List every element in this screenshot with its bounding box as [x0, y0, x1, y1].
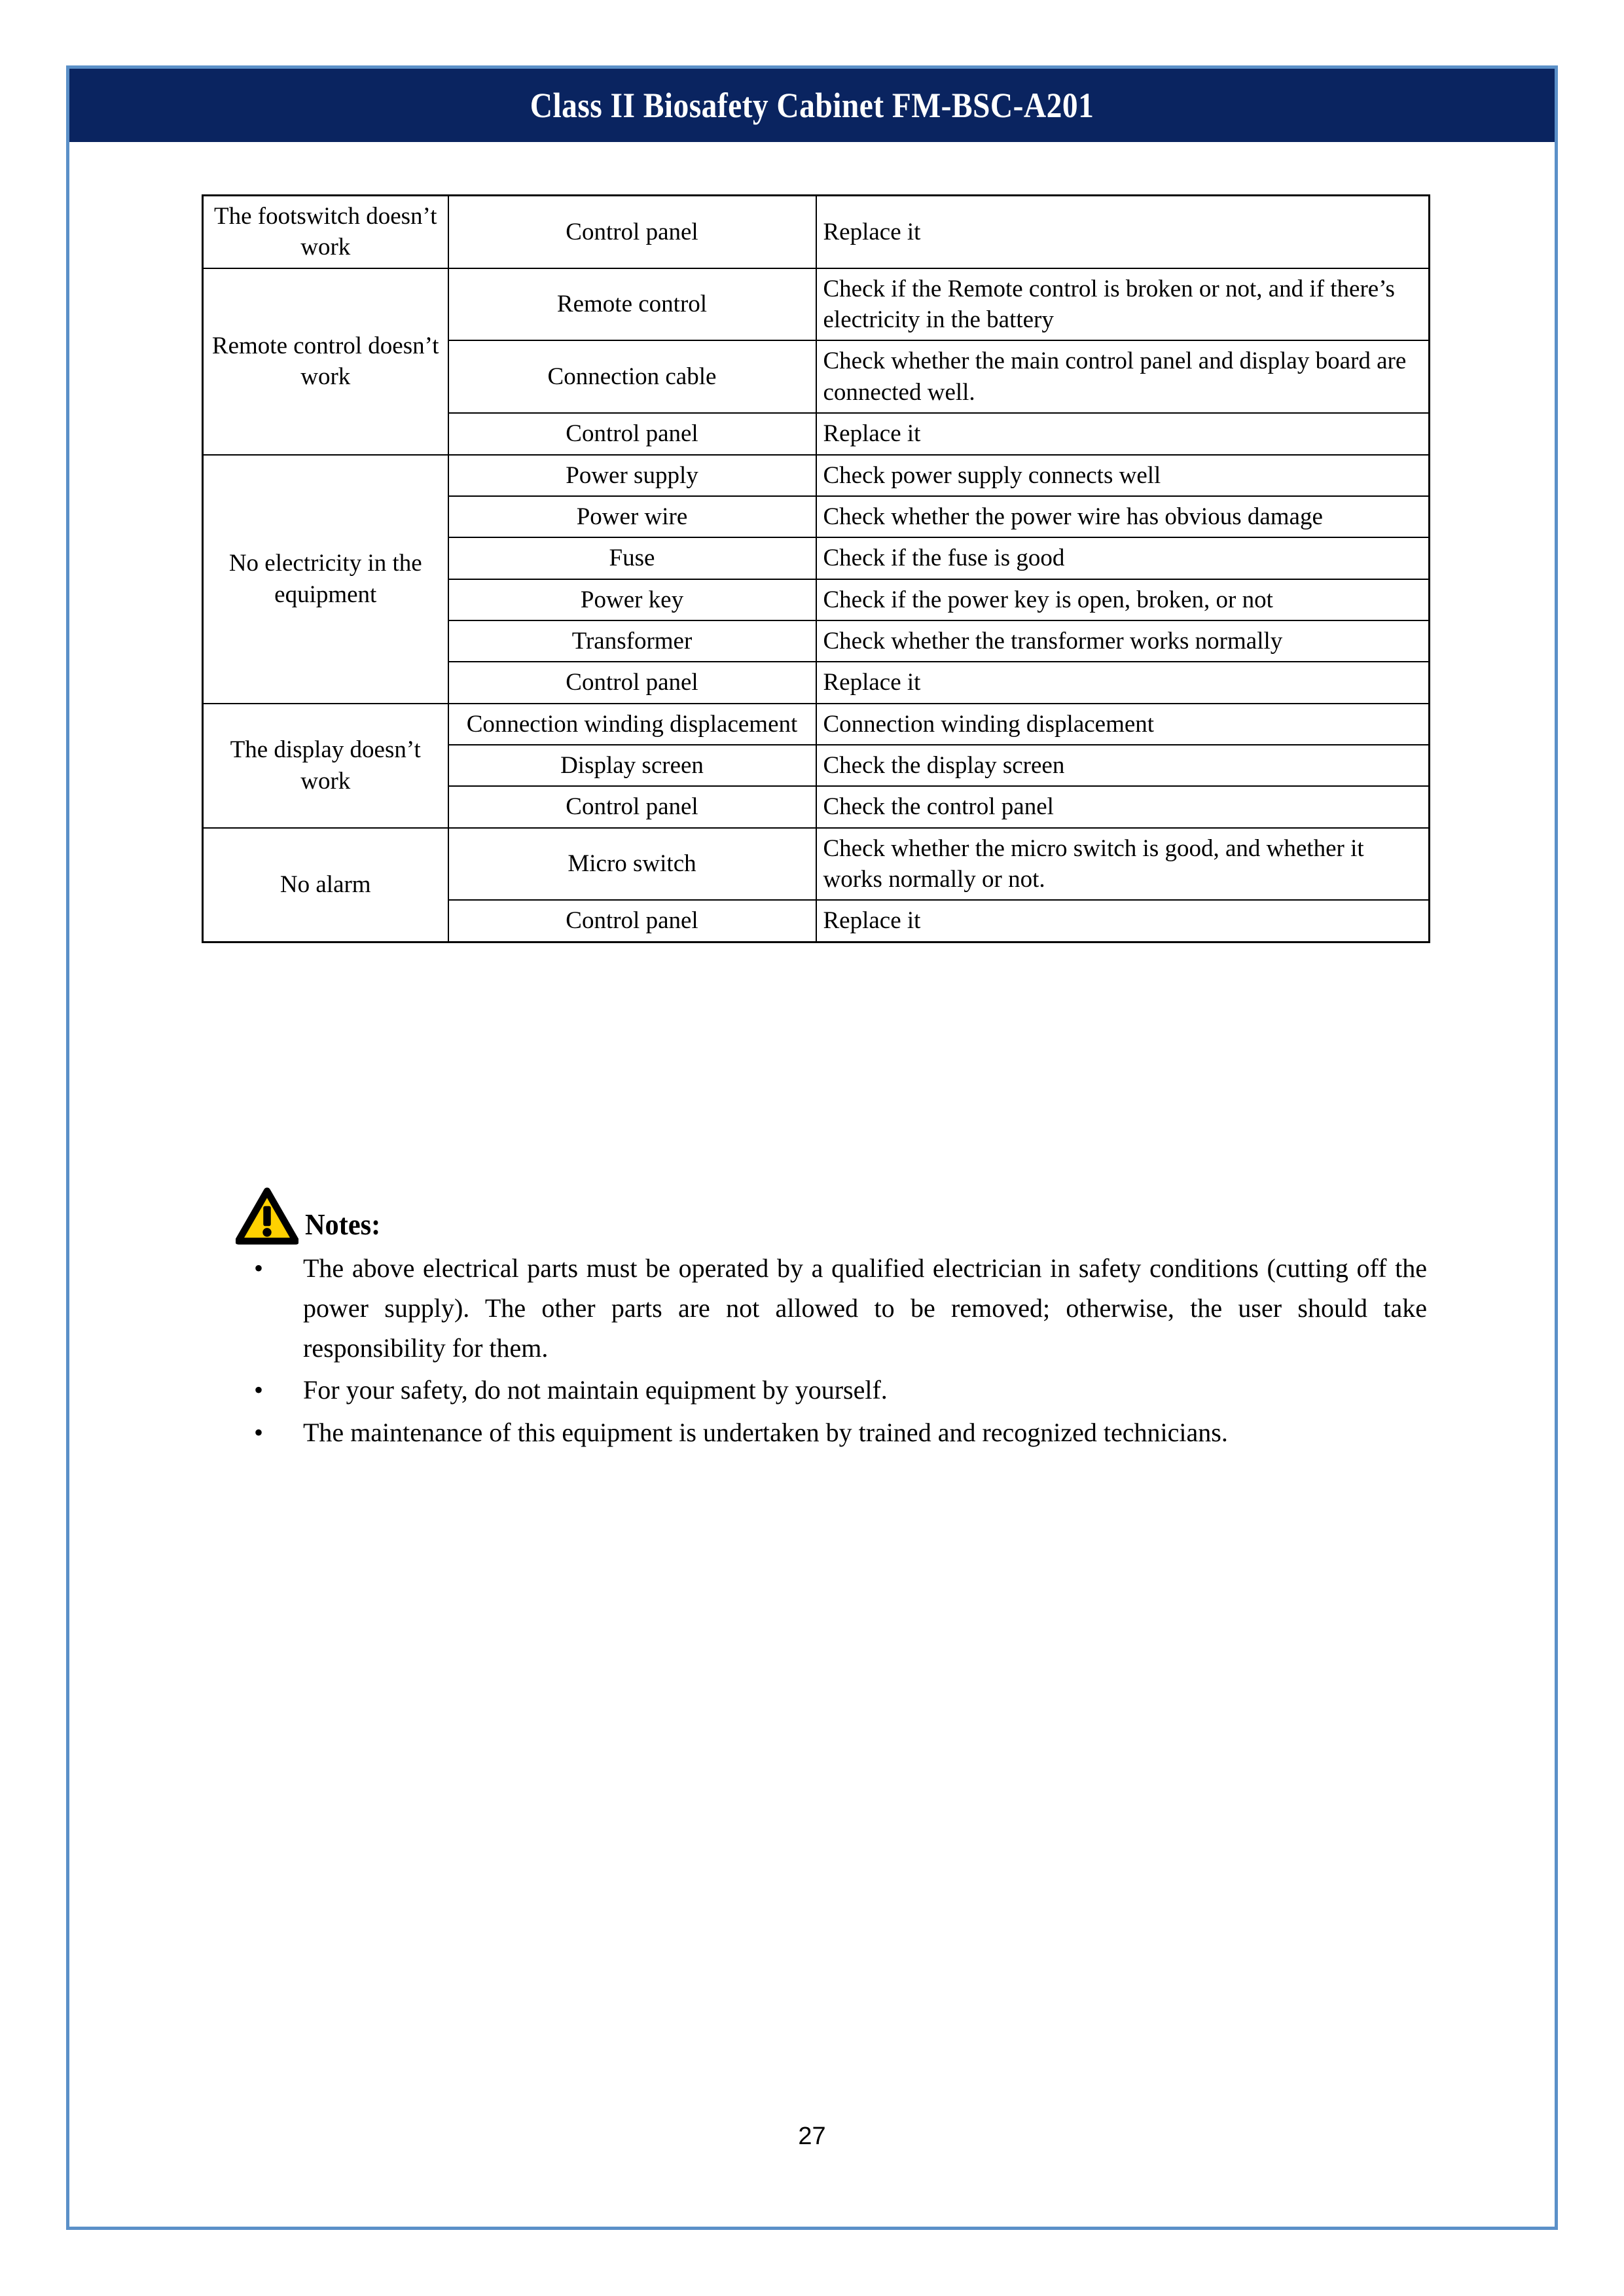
- cell-part: Transformer: [448, 620, 816, 662]
- cell-action: Connection winding displacement: [816, 704, 1430, 745]
- troubleshooting-table-container: [202, 194, 1428, 943]
- cell-action: Check whether the power wire has obvious damage: [816, 496, 1430, 537]
- table-row: [203, 704, 1430, 745]
- cell-part: Micro switch: [448, 828, 816, 901]
- cell-part: Connection winding displacement: [448, 704, 816, 745]
- cell-action: Replace it: [816, 413, 1430, 454]
- cell-part: Control panel: [448, 662, 816, 703]
- cell-action: Check the display screen: [816, 745, 1430, 786]
- page-title: Class II Biosafety Cabinet FM-BSC-A201: [530, 86, 1094, 125]
- page-content: [69, 142, 1555, 2227]
- cell-part: Remote control: [448, 268, 816, 341]
- bullet-icon: •: [254, 1375, 264, 1405]
- cell-part: Fuse: [448, 537, 816, 579]
- cell-symptom: No alarm: [203, 828, 448, 942]
- notes-section: [202, 1173, 1428, 1456]
- notes-heading: [236, 1173, 1428, 1245]
- cell-action: Replace it: [816, 662, 1430, 703]
- cell-part: Power supply: [448, 455, 816, 496]
- notes-label: Notes:: [305, 1208, 381, 1241]
- note-text: The above electrical parts must be operated by a qualified electrician in safety conditions (cutting off the power supply). The other parts are not allowed to be removed; otherwise, the user should take responsibility for them.: [303, 1253, 1427, 1363]
- table-row: [203, 455, 1430, 496]
- cell-part: Connection cable: [448, 340, 816, 413]
- notes-list: [202, 1249, 1428, 1453]
- document-header-banner: [69, 69, 1555, 142]
- cell-action: Check the control panel: [816, 786, 1430, 827]
- cell-symptom: Remote control doesn’t work: [203, 268, 448, 455]
- cell-action: Check whether the micro switch is good, and whether it works normally or not.: [816, 828, 1430, 901]
- cell-action: Check if the fuse is good: [816, 537, 1430, 579]
- cell-action: Replace it: [816, 196, 1430, 268]
- page-frame: [66, 65, 1558, 2230]
- troubleshooting-table: [202, 194, 1430, 943]
- table-row: [203, 268, 1430, 341]
- cell-symptom: The display doesn’t work: [203, 704, 448, 828]
- cell-part: Control panel: [448, 196, 816, 268]
- cell-action: Check whether the main control panel and display board are connected well.: [816, 340, 1430, 413]
- cell-symptom: The footswitch doesn’t work: [203, 196, 448, 268]
- note-item: [202, 1371, 1428, 1410]
- cell-part: Control panel: [448, 900, 816, 942]
- note-item: [202, 1249, 1428, 1368]
- bullet-icon: •: [254, 1253, 264, 1283]
- warning-triangle-icon: [236, 1187, 298, 1245]
- table-row: [203, 196, 1430, 268]
- cell-part: Power key: [448, 579, 816, 620]
- cell-symptom: No electricity in the equipment: [203, 455, 448, 704]
- cell-action: Check whether the transformer works normally: [816, 620, 1430, 662]
- cell-action: Check power supply connects well: [816, 455, 1430, 496]
- cell-action: Replace it: [816, 900, 1430, 942]
- note-text: The maintenance of this equipment is undertaken by trained and recognized technicians.: [303, 1418, 1228, 1448]
- cell-part: Control panel: [448, 786, 816, 827]
- page-number: 27: [798, 2123, 826, 2150]
- note-text: For your safety, do not maintain equipment by yourself.: [303, 1375, 888, 1405]
- cell-action: Check if the power key is open, broken, or not: [816, 579, 1430, 620]
- cell-action: Check if the Remote control is broken or not, and if there’s electricity in the battery: [816, 268, 1430, 341]
- cell-part: Control panel: [448, 413, 816, 454]
- cell-part: Power wire: [448, 496, 816, 537]
- bullet-icon: •: [254, 1418, 264, 1448]
- cell-part: Display screen: [448, 745, 816, 786]
- note-item: [202, 1413, 1428, 1453]
- table-row: [203, 828, 1430, 901]
